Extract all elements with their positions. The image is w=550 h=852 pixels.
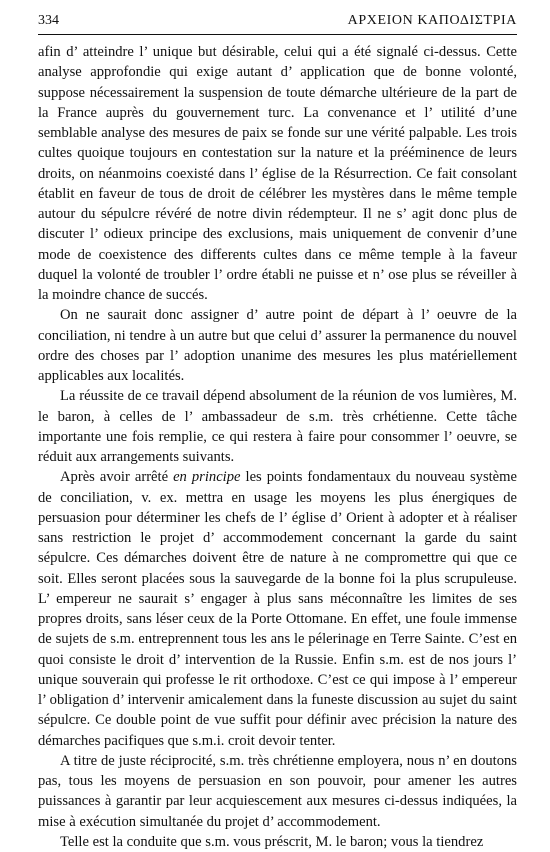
body-text (38, 42, 517, 852)
paragraph-4-rest: les points fondamentaux du nouveau système de conciliation, v. ex. mettra en usage les moyens les plus énergiques de persuasion pour déterminer les chefs de l’ église d’ Orient à adopter et à réaliser sans restriction le projet d’ accommodement concernant la garde du saint sépulcre. Ces démarches doivent être de nature à ne compromettre qui que ce soit. Elles seront placées sous la sauvegarde de la bonne foi la plus scrupuleuse. L’ empereur ne saurait s’ engager à plus sans méconnaître les limites de ses propres droits, sans léser ceux de la Porte Ottomane. En effet, une foule immense de sujets de s.m. entreprennent tous les ans le pélerinage en Terre Sainte. C’est en quoi consiste le droit d’ intervention de la Russie. Enfin s.m. est de nos jours l’ unique souverain qui professe le rit orthodoxe. C’est ce qui impose à l’ empereur l’ obligation d’ intervenir amicalement dans la funeste discussion au sujet du saint sépulcre. Ce double point de vue suffit pour définir avec précision la nature des démarches pacifiques que s.m.i. croit devoir tenter. (38, 469, 517, 749)
document-page (38, 12, 517, 852)
paragraph-4-lead: Après avoir arrêté (60, 469, 174, 486)
paragraph-5: A titre de juste réciprocité, s.m. très chrétienne employera, nous n’ en doutons pas, tous les moyens de persuasion en son pouvoir, pour amener les autres puissances à garantir par leur acquiescement aux mesures ci-dessus indiquées, la mise à exécution simultanée du projet d’ accommodement. (38, 752, 517, 830)
paragraph-1: afin d’ atteindre l’ unique but désirable, celui qui a été signalé ci-dessus. Cette analyse approfondie qui exige autant d’ application que de bonne volonté, suppose nécessairement la suspension de toute démarche ultérieure de la part de la France auprès du gouvernement turc. La convenance et l’ utilité d’une semblable analyse des mesures de paix se fonde sur une vérité palpable. Les trois cultes quoique toujours en contestation sur la nature et la prééminence de leurs droits, on néanmoins coexisté dans l’ église de la Résurrection. Ce fait consolant établit en faveur de tous de droit de célébrer les mystères dans le même temple autour du sépulcre révéré de notre divin rédempteur. Il ne s’ agit donc plus de discuter l’ odieux principe des exclusions, mais uniquement de convenir d’une mode de coexistence des differents cultes dans ce même temple à la faveur duquel la volonté de troubler l’ ordre établi ne puisse et n’ ose plus se réveiller à la moindre chance de succés. (38, 44, 517, 303)
running-title: ΑΡΧΕΙΟΝ ΚΑΠΟΔΙΣΤΡΙΑ (347, 13, 517, 28)
page-number: 334 (38, 13, 59, 28)
paragraph-4 (38, 467, 517, 751)
paragraph-6: Telle est la conduite que s.m. vous préscrit, M. le baron; vous la tiendrez (60, 833, 484, 850)
emphasis-en-principe: en principe (173, 469, 241, 486)
header-rule (38, 34, 517, 35)
running-header (38, 12, 517, 32)
paragraph-2: On ne saurait donc assigner d’ autre point de départ à l’ oeuvre de la conciliation, ni tendre à un autre but que celui d’ assurer la permanence du nouvel ordre des choses par l’ adoption unanime des mesures les plus matériellement applicables aux localités. (38, 307, 517, 384)
paragraph-3: La réussite de ce travail dépend absolument de la réunion de vos lumières, M. le baron, à celles de l’ ambassadeur de s.m. très crhétienne. Cette tâche importante une fois remplie, ce qui restera à faire pour consommer l’ oeuvre, se réduit aux arrangements suivants. (38, 388, 517, 465)
